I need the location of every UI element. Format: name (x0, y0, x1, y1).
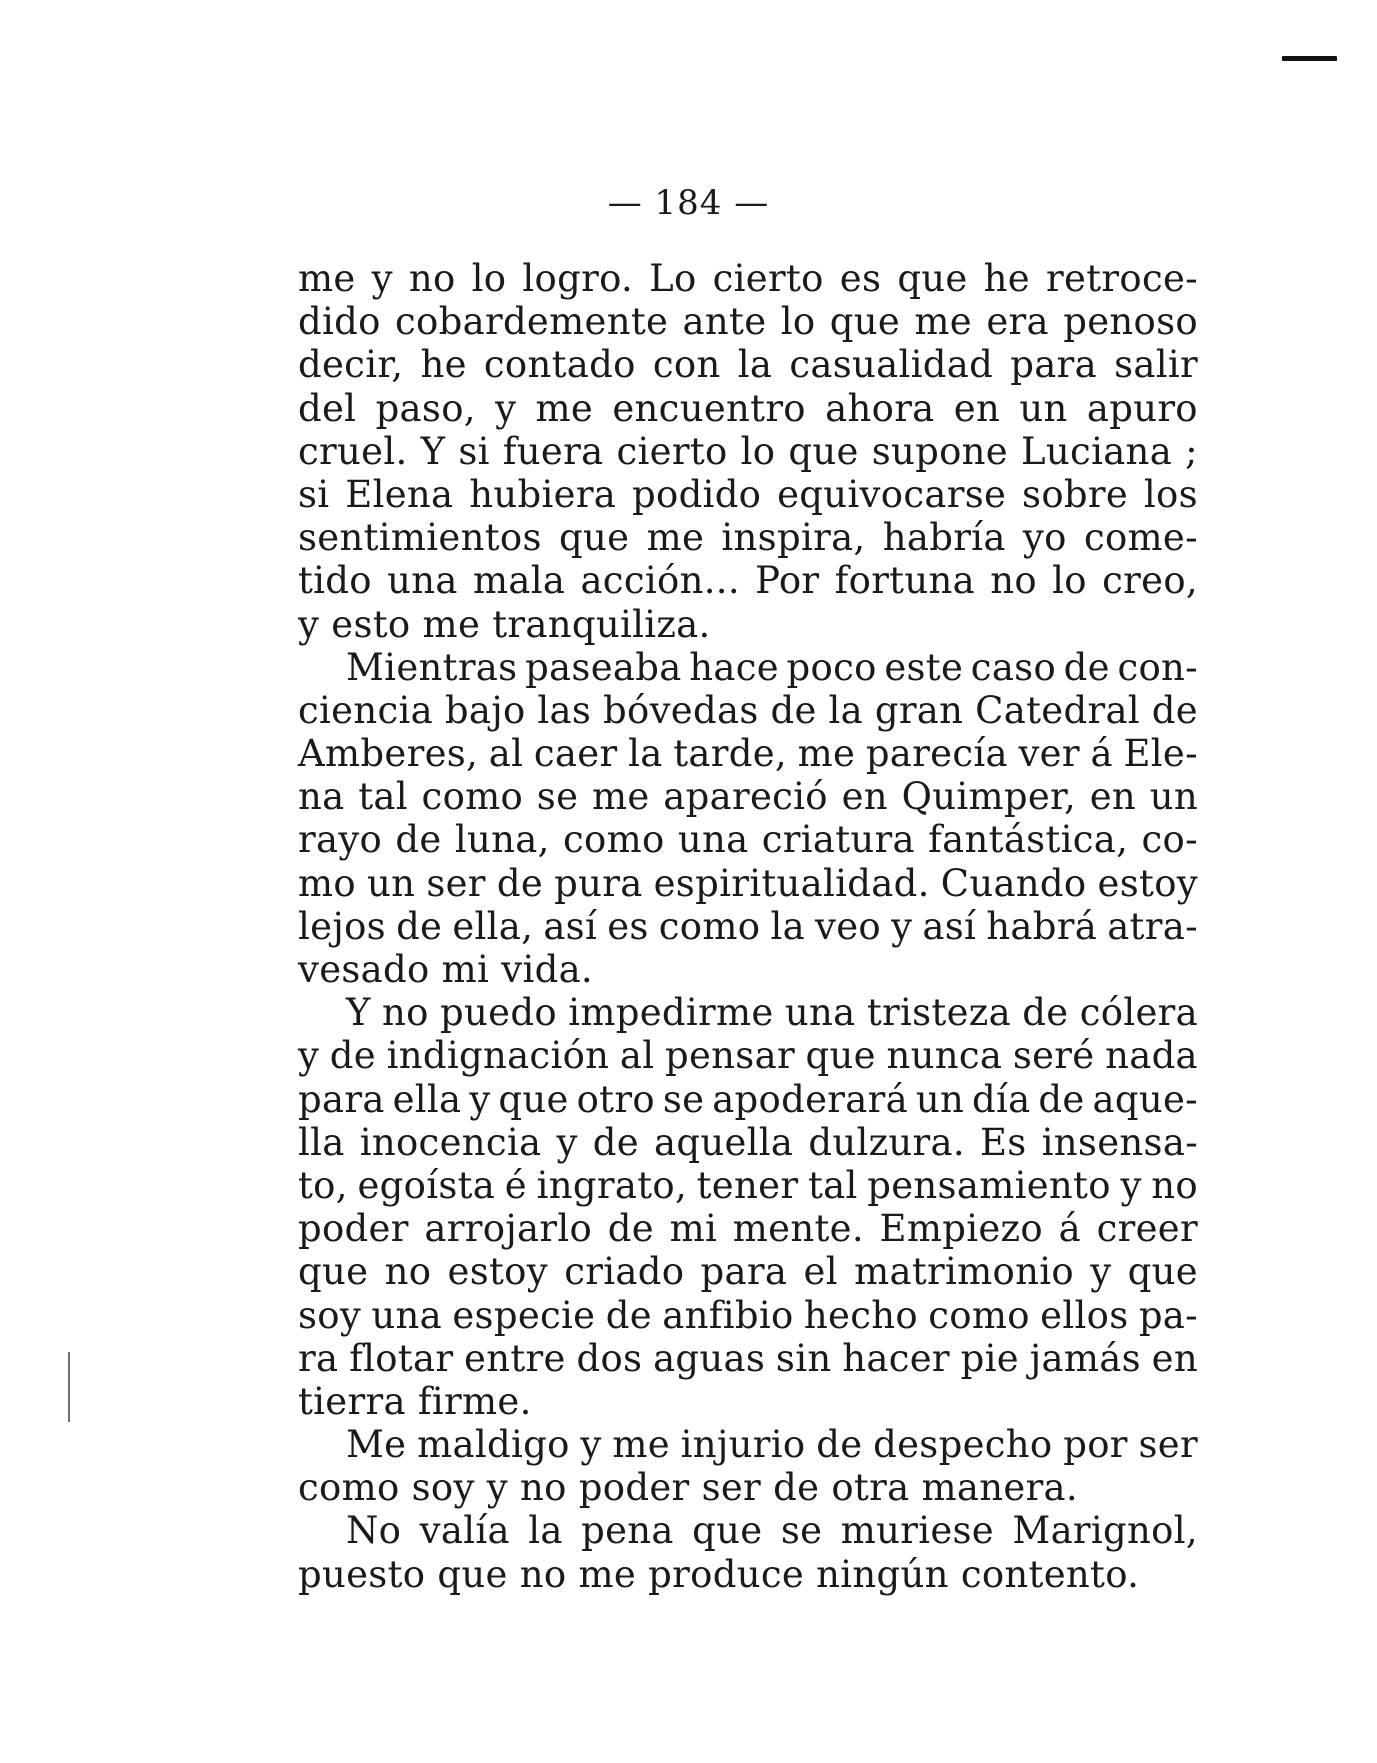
text-line: Y no puedo impedirme una tristeza de cólera (346, 991, 1198, 1035)
text-line: cruel. Y si fuera cierto lo que supone Luciana ; (298, 429, 1198, 473)
margin-mark (68, 1352, 70, 1422)
text-line: tido una mala acción... Por fortuna no lo creo, (298, 559, 1198, 603)
text-line: me y no lo logro. Lo cierto es que he retroce- (298, 257, 1198, 300)
text-line: puesto que no me produce ningún contento. (298, 1552, 1140, 1596)
text-line: ra flotar entre dos aguas sin hacer pie jamás en (298, 1336, 1198, 1380)
text-line: ciencia bajo las bóvedas de la gran Catedral de (298, 688, 1198, 732)
page-number: — 184 — (607, 183, 770, 223)
text-line: que no estoy criado para el matrimonio y que (298, 1250, 1198, 1294)
text-line: poder arrojarlo de mi mente. Empiezo á creer (298, 1207, 1198, 1251)
text-line: si Elena hubiera podido equivocarse sobre los (298, 472, 1198, 516)
body-text (298, 257, 1198, 1596)
text-line: soy una especie de anfibio hecho como ellos pa- (298, 1293, 1198, 1337)
text-line: na tal como se me apareció en Quimper, en un (298, 775, 1198, 819)
text-line: y de indignación al pensar que nunca seré nada (298, 1034, 1198, 1078)
text-line: Mientras paseaba hace poco este caso de con- (346, 645, 1198, 689)
text-line: vesado mi vida. (298, 948, 593, 991)
text-line: decir, he contado con la casualidad para salir (298, 343, 1198, 387)
text-line: to, egoísta é ingrato, tener tal pensamiento y no (298, 1163, 1198, 1207)
text-line: como soy y no poder ser de otra manera. (298, 1466, 1078, 1510)
page-edge-mark (1282, 56, 1337, 61)
text-line: No valía la pena que se muriese Marignol, (346, 1509, 1198, 1553)
text-line: y esto me tranquiliza. (298, 602, 711, 646)
text-line: Amberes, al caer la tarde, me parecía ver á Ele- (298, 732, 1198, 776)
text-line: rayo de luna, como una criatura fantástica, co- (298, 818, 1198, 862)
text-line: Me maldigo y me injurio de despecho por ser (346, 1423, 1198, 1467)
text-line: sentimientos que me inspira, habría yo come- (298, 516, 1198, 560)
text-line: para ella y que otro se apoderará un día de aque- (298, 1077, 1198, 1121)
text-line: tierra firme. (298, 1379, 532, 1423)
text-line: dido cobardemente ante lo que me era penoso (298, 300, 1198, 344)
text-line: del paso, y me encuentro ahora en un apuro (298, 386, 1198, 430)
text-line: mo un ser de pura espiritualidad. Cuando estoy (298, 861, 1198, 905)
text-line: lla inocencia y de aquella dulzura. Es insensa- (298, 1120, 1198, 1164)
text-line: lejos de ella, así es como la veo y así habrá atra- (298, 904, 1198, 948)
